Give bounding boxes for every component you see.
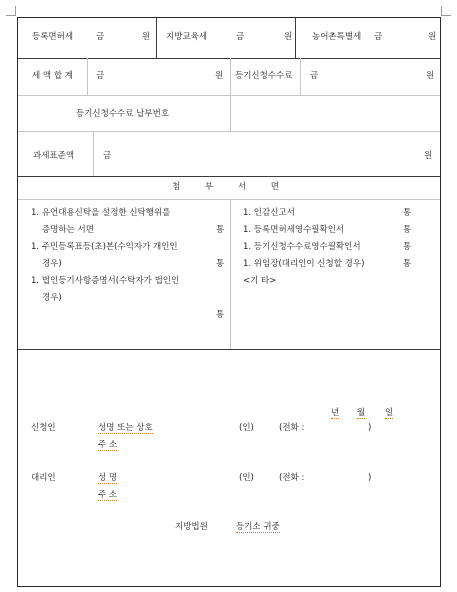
agent-phone-close: ) <box>368 473 372 483</box>
tax-base-currency: 금 <box>103 151 112 161</box>
tax-base-unit: 원 <box>424 151 433 161</box>
total-tax-currency: 금 <box>96 71 105 81</box>
registration-tax-label: 등록면허세 <box>32 32 74 42</box>
attachment-right-item-3-suffix: 통 <box>403 242 412 252</box>
registry-office-label: 등기소 귀중 <box>236 522 280 532</box>
column-divider <box>156 18 157 58</box>
applicant-name-label: 성명 또는 상호 <box>98 423 153 433</box>
attachment-right-item-4: 1. 위임장(대리인이 신청할 경우) <box>243 259 365 269</box>
registration-fee-currency: 금 <box>310 71 319 81</box>
page-corner-mark-left <box>6 6 16 16</box>
rural-tax-unit: 원 <box>428 32 437 42</box>
attachment-left-item-1-suffix: 통 <box>216 225 225 235</box>
attachment-left-item-3-line1: 1. 법인등기사항증명서(수탁자가 법인인 <box>31 276 180 286</box>
date-day-label: 일 <box>385 408 394 418</box>
column-divider <box>93 131 94 176</box>
attachments-heading: 첨 부 서 면 <box>172 182 279 192</box>
date-year-label: 년 <box>331 408 340 418</box>
attachment-left-item-2-suffix: 통 <box>216 259 225 269</box>
column-divider <box>230 199 231 349</box>
attachment-left-item-3-line2: 경우) <box>42 293 62 303</box>
attachment-right-item-2-suffix: 통 <box>403 225 412 235</box>
registration-tax-unit: 원 <box>142 32 151 42</box>
attachment-other-label: <기 타> <box>243 276 277 286</box>
column-divider <box>230 58 231 95</box>
row-divider <box>18 131 440 132</box>
date-month-label: 월 <box>357 408 366 418</box>
district-court-label: 지방법원 <box>175 522 208 532</box>
attachment-left-item-1-line1: 1. 유언대용신탁을 설정한 신탁행위를 <box>31 208 171 218</box>
row-divider <box>18 58 440 59</box>
row-divider <box>18 349 440 350</box>
column-divider <box>300 58 301 95</box>
education-tax-label: 지방교육세 <box>166 32 208 42</box>
applicant-phone-close: ) <box>368 423 372 433</box>
attachment-left-item-3-suffix: 통 <box>216 310 225 320</box>
total-tax-unit: 원 <box>215 71 224 81</box>
attachment-left-item-1-line2: 증명하는 서면 <box>42 225 94 235</box>
applicant-label: 신청인 <box>31 423 56 433</box>
column-divider <box>230 95 231 131</box>
row-divider <box>18 199 440 200</box>
column-divider <box>295 18 296 58</box>
row-divider <box>18 95 440 96</box>
education-tax-unit: 원 <box>284 32 293 42</box>
attachment-left-item-2-line1: 1. 주민등록표등(초)본(수익자가 개인인 <box>31 242 178 252</box>
registration-fee-unit: 원 <box>426 71 435 81</box>
agent-label: 대리인 <box>31 473 56 483</box>
applicant-phone-label: (전화 : <box>279 423 305 433</box>
education-tax-currency: 금 <box>236 32 245 42</box>
column-divider <box>87 58 88 95</box>
attachment-right-item-2: 1. 등록면허세영수필확인서 <box>243 225 345 235</box>
attachment-left-item-2-line2: 경우) <box>42 259 62 269</box>
registration-application-form <box>17 17 441 587</box>
agent-seal-label: (인) <box>239 473 254 483</box>
rural-tax-label: 농어촌특별세 <box>312 32 362 42</box>
attachment-right-item-4-suffix: 통 <box>403 259 412 269</box>
agent-address-label: 주 소 <box>98 490 118 500</box>
registration-fee-label: 등기신청수수료 <box>235 71 293 81</box>
attachment-right-item-1-suffix: 통 <box>403 208 412 218</box>
applicant-address-label: 주 소 <box>98 440 118 450</box>
row-divider <box>18 176 440 177</box>
fee-payment-number-label: 등기신청수수료 납부번호 <box>76 109 170 119</box>
tax-base-label: 과세표준액 <box>33 151 75 161</box>
agent-name-label: 성 명 <box>98 473 118 483</box>
applicant-seal-label: (인) <box>239 423 254 433</box>
attachment-right-item-3: 1. 등기신청수수료영수필확인서 <box>243 242 361 252</box>
agent-phone-label: (전화 : <box>279 473 305 483</box>
registration-tax-currency: 금 <box>96 32 105 42</box>
page-corner-mark-right <box>441 6 451 16</box>
rural-tax-currency: 금 <box>374 32 383 42</box>
total-tax-label: 세 액 합 계 <box>32 71 73 81</box>
attachment-right-item-1: 1. 인감신고서 <box>243 208 295 218</box>
